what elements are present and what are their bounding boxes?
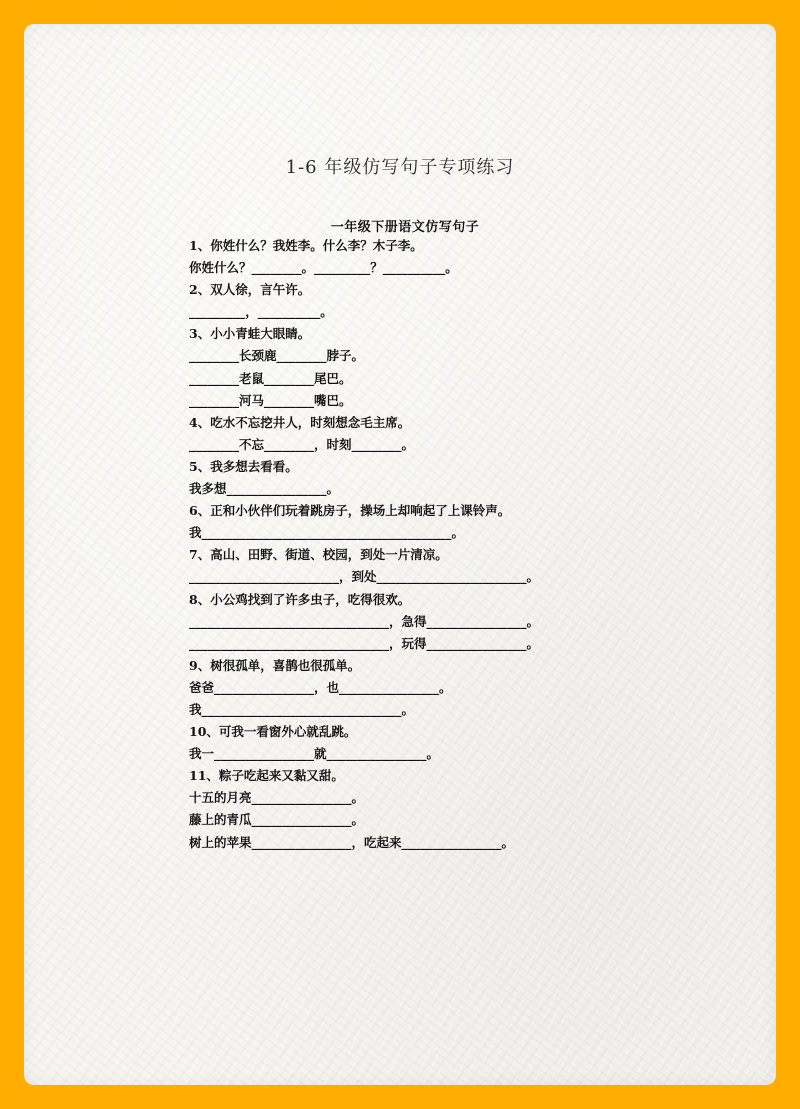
exercise-line: 爸爸________________，也________________。 [189, 679, 452, 695]
exercise-line: 7、高山、田野、街道、校园，到处一片清凉。 [189, 547, 448, 563]
exercise-line: 十五的月亮________________。 [189, 790, 365, 806]
section-title: 一年级下册语文仿写句子 [330, 220, 480, 235]
exercise-line: 11、粽子吃起来又黏又甜。 [189, 768, 344, 784]
exercise-line: 你姓什么？________。_________？__________。 [189, 260, 458, 276]
exercise-line: ________河马________嘴巴。 [189, 392, 352, 408]
exercise-line: 藤上的青瓜________________。 [189, 812, 365, 828]
exercise-list [189, 235, 659, 854]
exercise-line: 树上的苹果________________，吃起来________________。 [189, 834, 515, 850]
exercise-line: ________________________，到处________________________。 [189, 569, 540, 585]
exercise-line: 1、你姓什么？我姓李。什么李？木子李。 [189, 238, 423, 253]
exercise-line: ________________________________，急得________________。 [189, 613, 540, 629]
exercise-line: 9、树很孤单，喜鹊也很孤单。 [189, 657, 361, 673]
exercise-line: ________老鼠________尾巴。 [189, 370, 352, 386]
exercise-line: 4、吃水不忘挖井人，时刻想念毛主席。 [189, 414, 411, 430]
exercise-line: ________不忘________，时刻________。 [189, 436, 415, 452]
exercise-line: 8、小公鸡找到了许多虫子，吃得很欢。 [189, 591, 411, 607]
exercise-line: 5、我多想去看看。 [189, 458, 298, 474]
exercise-line: ________________________________，玩得________________。 [189, 635, 540, 651]
exercise-line: 我多想________________。 [189, 481, 340, 497]
exercise-line: _________，__________。 [189, 304, 333, 320]
exercise-line: 6、正和小伙伴们玩着跳房子，操场上却响起了上课铃声。 [189, 503, 511, 519]
exercise-line: 10、可我一看窗外心就乱跳。 [189, 724, 357, 740]
exercise-line: 3、小小青蛙大眼睛。 [189, 326, 311, 342]
exercise-line: 我________________________________________。 [189, 525, 465, 541]
exercise-line: 我一________________就________________。 [189, 746, 440, 762]
exercise-line: 我________________________________。 [189, 701, 415, 717]
exercise-line: 2、双人徐，言午许。 [189, 282, 311, 298]
document-title: 1-6 年级仿写句子专项练习 [285, 157, 515, 178]
exercise-line: ________长颈鹿________脖子。 [189, 348, 365, 364]
